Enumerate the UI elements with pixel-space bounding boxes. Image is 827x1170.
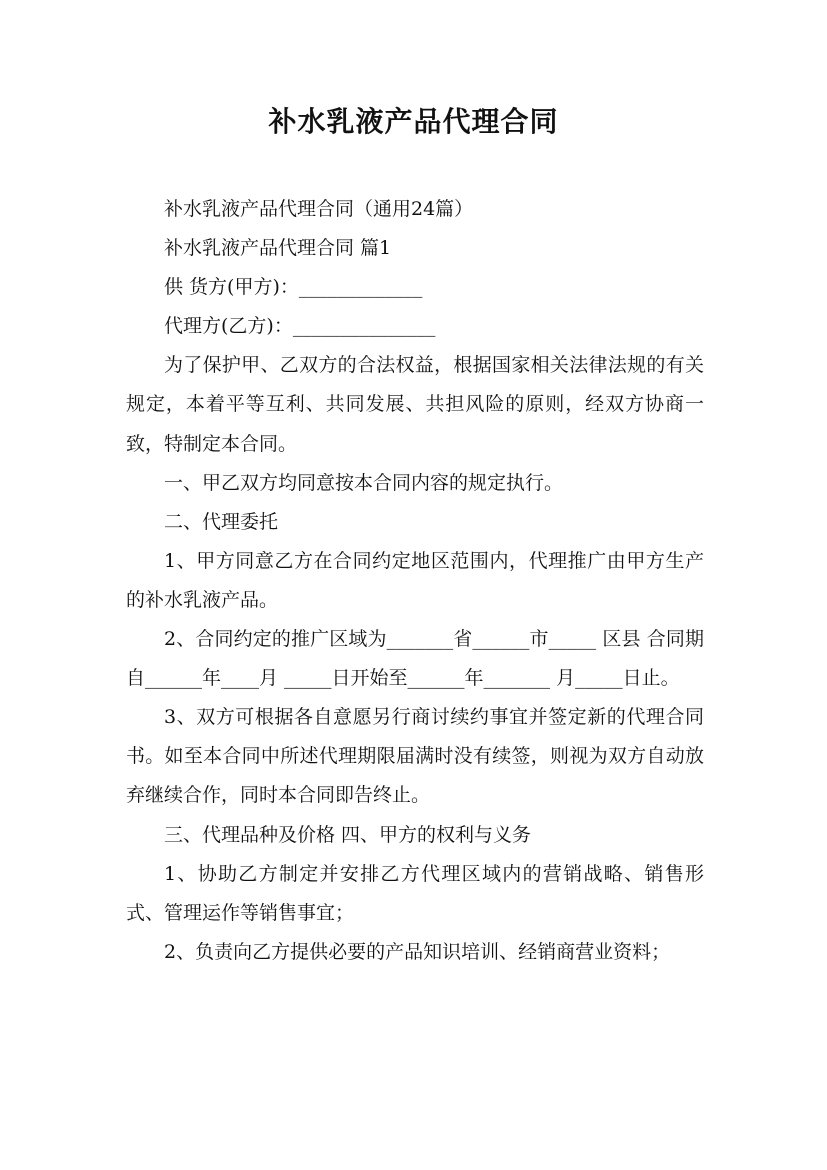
document-title: 补水乳液产品代理合同 <box>268 105 559 138</box>
paragraph-clause-4-1: 1、协助乙方制定并安排乙方代理区域内的营销战略、销售形式、管理运作等销售事宜； <box>126 862 704 924</box>
document-body <box>126 190 704 972</box>
paragraph-preamble: 为了保护甲、乙双方的合法权益，根据国家相关法律法规的有关规定，本着平等互利、共同发展、共担风险的原则，经双方协商一致，特制定本合同。 <box>126 354 704 455</box>
paragraph-subtitle: 补水乳液产品代理合同（通用24篇） <box>164 198 474 220</box>
paragraph-clause-4-2: 2、负责向乙方提供必要的产品知识培训、经销商营业资料； <box>164 940 671 963</box>
paragraph-clause-2-2: 2、合同约定的推广区域为_______省______市_____ 区县 合同期自______年____月 _____日开始至______年_______ 月_____日止。 <box>126 628 704 690</box>
paragraph-clause-2-1: 1、甲方同意乙方在合同约定地区范围内，代理推广由甲方生产的补水乳液产品。 <box>126 549 704 611</box>
paragraph-party-a: 供 货方(甲方)：_____________ <box>164 276 423 299</box>
paragraph-section-heading: 补水乳液产品代理合同 篇1 <box>164 237 392 260</box>
paragraph-clause-2-3: 3、双方可根据各自意愿另行商讨续约事宜并签定新的代理合同书。如至本合同中所述代理期限届满时没有续签，则视为双方自动放弃继续合作，同时本合同即告终止。 <box>126 706 704 807</box>
paragraph-party-b: 代理方(乙方)：_______________ <box>164 315 436 338</box>
paragraph-clause-1: 一、甲乙双方均同意按本合同内容的规定执行。 <box>164 471 564 494</box>
paragraph-clause-2-heading: 二、代理委托 <box>164 510 279 533</box>
paragraph-clause-3-4-heading: 三、代理品种及价格 四、甲方的权利与义务 <box>164 823 532 846</box>
